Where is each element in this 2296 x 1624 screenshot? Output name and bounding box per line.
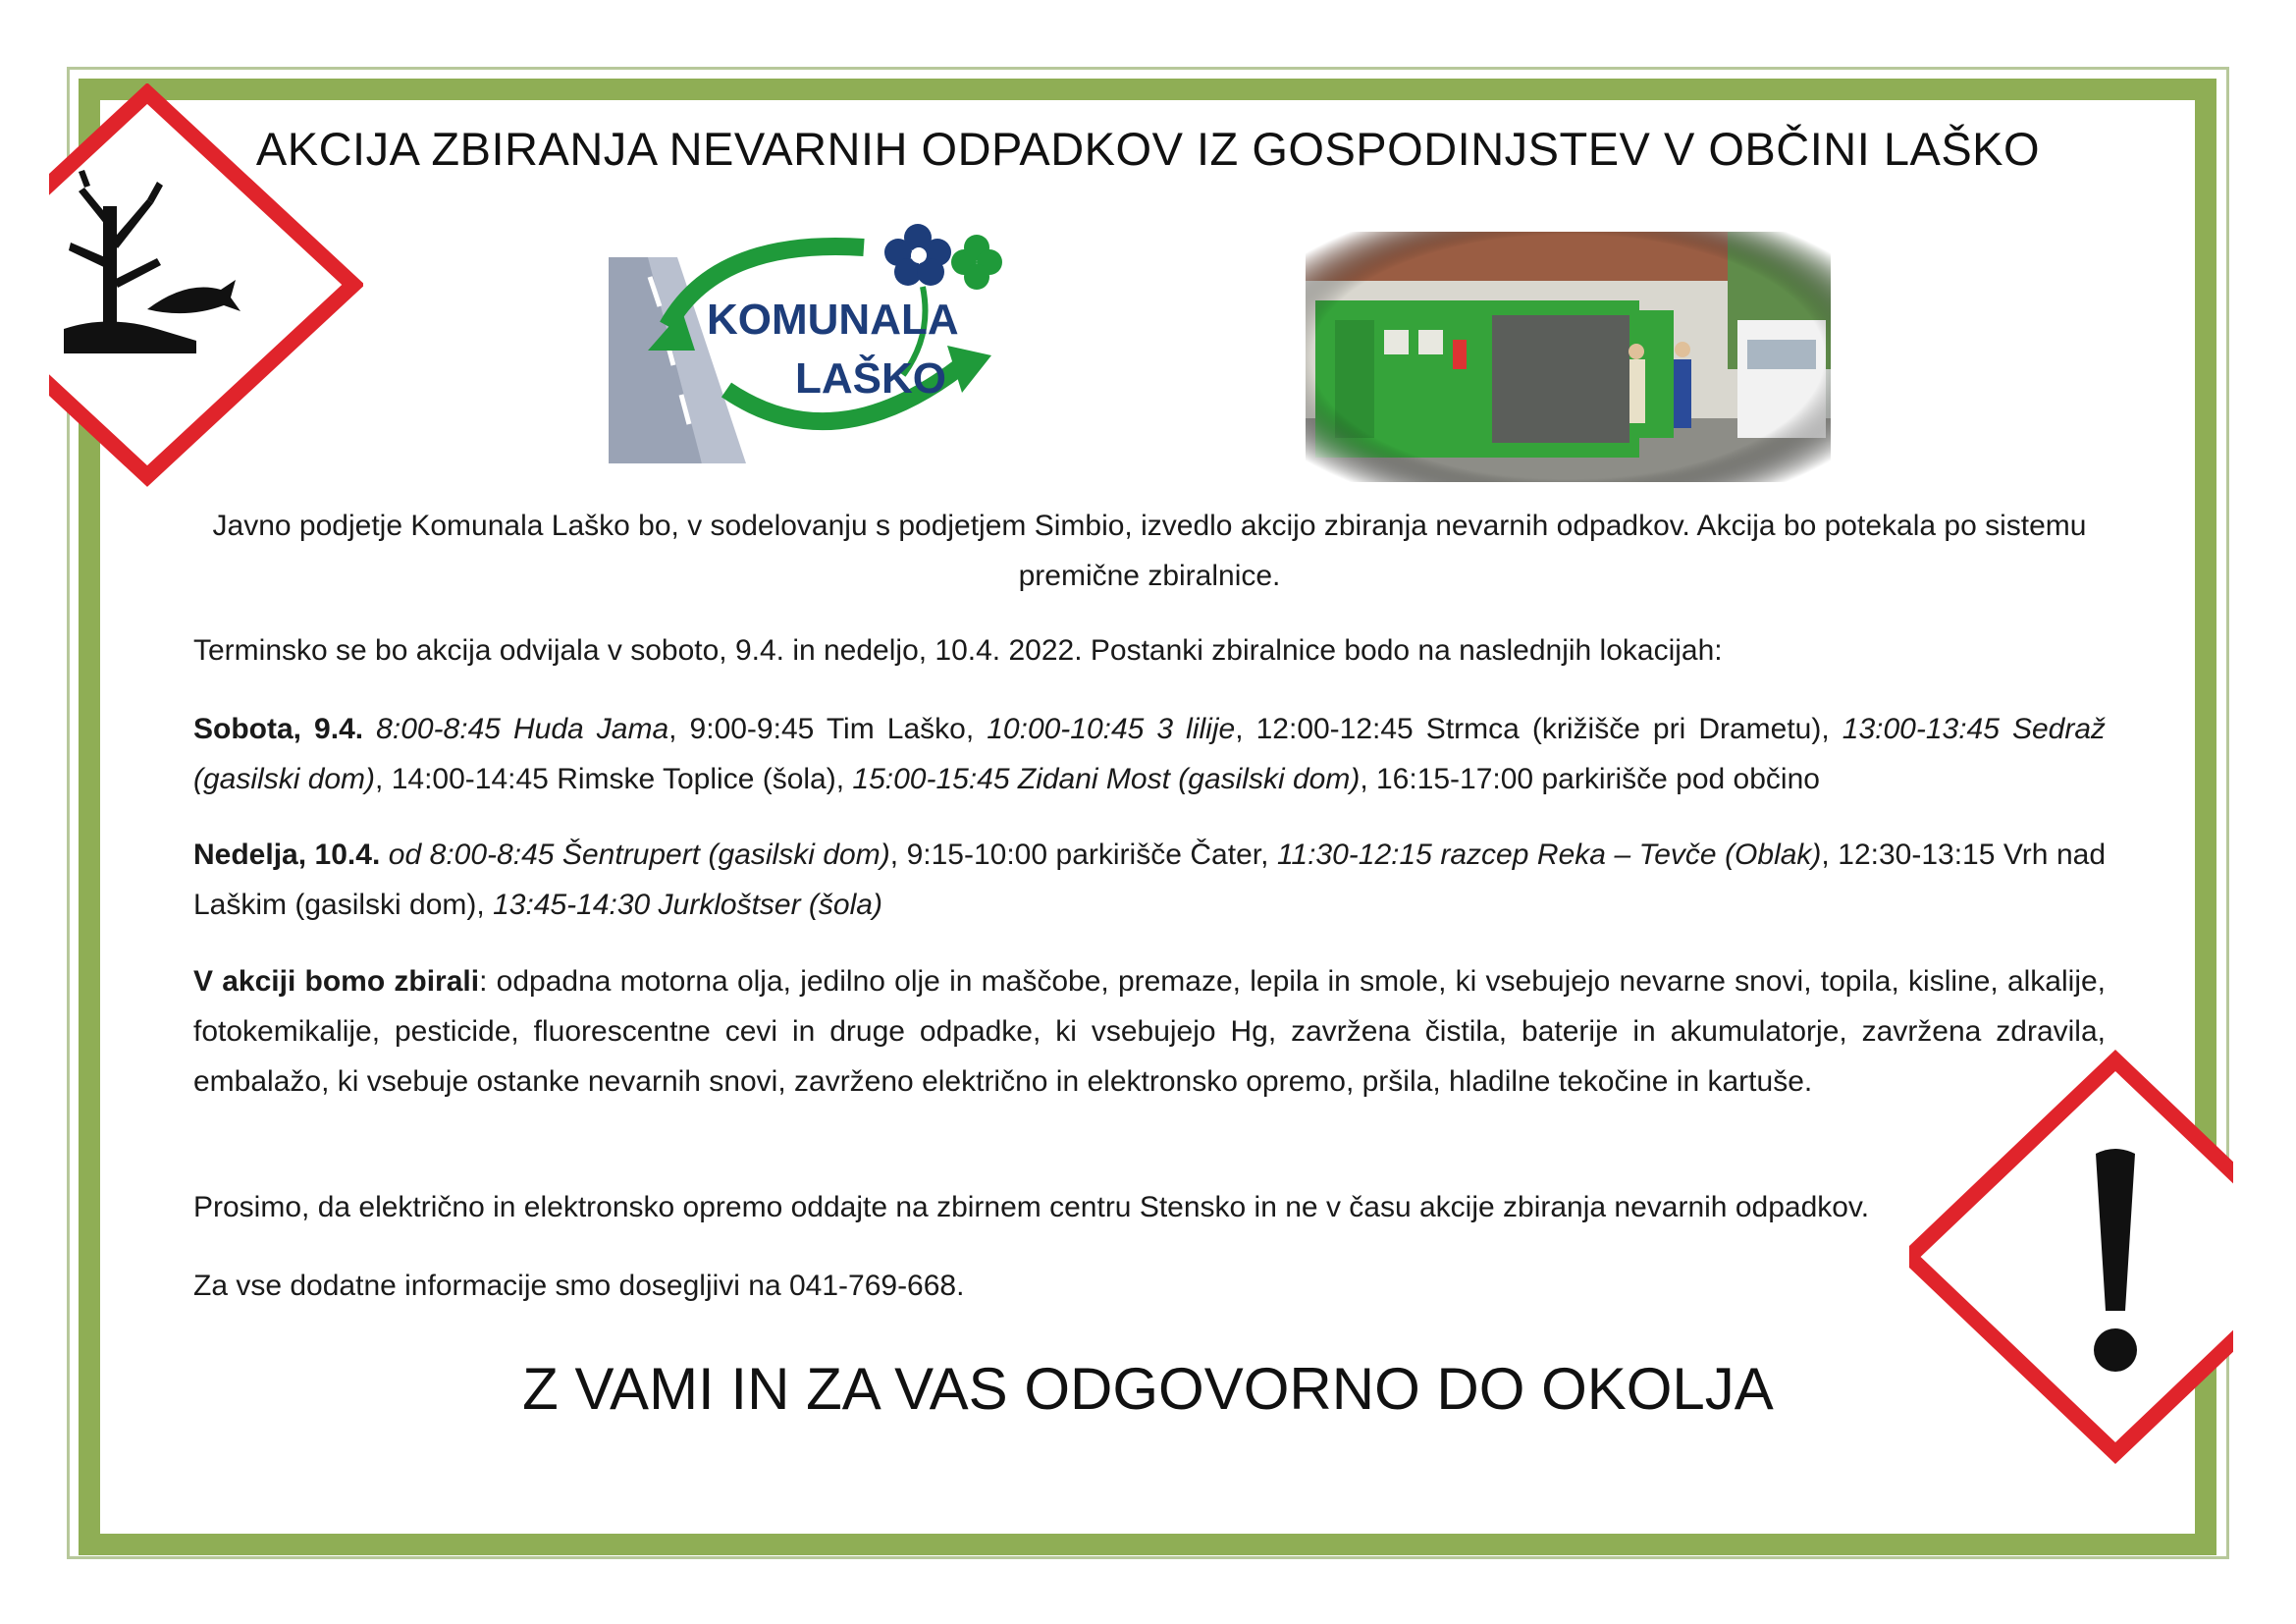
schedule-stop: 10:00-10:45 3 lilije <box>987 713 1236 745</box>
schedule-stop: 9:00-9:45 Tim Laško <box>689 713 966 745</box>
komunala-lasko-logo <box>609 218 1011 463</box>
schedule-stop: 8:00-8:45 Huda Jama <box>376 713 669 745</box>
intro-paragraph: Javno podjetje Komunala Laško bo, v sodelovanju s podjetjem Simbio, izvedlo akcijo zbiranja nevarnih odpadkov. Akcija bo potekala po sistemu premične zbiralnice. <box>212 510 2087 592</box>
schedule-stop: 12:30-13:15 Vrh nad Laškim (gasilski dom) <box>193 839 2107 921</box>
schedule-stop: 12:00-12:45 Strmca (križišče pri Drametu) <box>1255 713 1822 745</box>
schedule-intro: Terminsko se bo akcija odvijala v soboto, 9.4. in nedeljo, 10.4. 2022. Postanki zbiralnice bodo na naslednjih lokacijah: <box>193 634 1723 667</box>
logo-text-line1: KOMUNALA <box>707 296 959 344</box>
schedule-stop: 13:00-13:45 Sedraž (gasilski dom) <box>193 713 2107 795</box>
schedule-stop: 15:00-15:45 Zidani Most (gasilski dom) <box>852 763 1361 795</box>
schedule-stop: 9:15-10:00 parkirišče Čater <box>906 839 1261 871</box>
note-paragraph: Prosimo, da električno in elektronsko opremo oddajte na zbirnem centru Stensko in ne v času akcije zbiranja nevarnih odpadkov. <box>193 1191 1870 1223</box>
saturday-schedule: Sobota, 9.4. 8:00-8:45 Huda Jama, 9:00-9:45 Tim Laško, 10:00-10:45 3 lilije, 12:00-12:45 Strmca (križišče pri Drametu), 13:00-13:45 Sedraž (gasilski dom), 14:00-14:45 Rimske Toplice (šola), 15:00-15:45 Zidani Most (gasilski dom), 16:15-17:00 parkirišče pod občino <box>193 713 2107 795</box>
schedule-stop: 11:30-12:15 razcep Reka – Tevče (Oblak) <box>1276 839 1822 871</box>
schedule-stop: 13:45-14:30 Jurkloštser (šola) <box>493 889 882 921</box>
schedule-day-label: Sobota, 9.4. <box>193 713 364 745</box>
collect-text: : odpadna motorna olja, jedilno olje in maščobe, premaze, lepila in smole, ki vsebujejo nevarne snovi, topila, kisline, alkalije, fotokemikalije, pesticide, fluorescentne cevi in druge odpadke, ki vsebujejo Hg, zavržena čistila, baterije in akumulatorje, zavržena zdravila, embalažo, ki vsebuje ostanke nevarnih snovi, zavrženo električno in elektronsko opremo, pršila, hladilne tekočine in kartuše. <box>193 965 2107 1098</box>
poster-frame <box>79 79 2216 1555</box>
slogan: Z VAMI IN ZA VAS ODGOVORNO DO OKOLJA <box>522 1356 1774 1422</box>
schedule-stop: od 8:00-8:45 Šentrupert (gasilski dom) <box>388 839 890 871</box>
contact-paragraph: Za vse dodatne informacije smo dosegljivi na 041-769-668. <box>193 1270 965 1302</box>
page-title: AKCIJA ZBIRANJA NEVARNIH ODPADKOV IZ GOSPODINJSTEV V OBČINI LAŠKO <box>255 123 2041 175</box>
sunday-schedule: Nedelja, 10.4. od 8:00-8:45 Šentrupert (gasilski dom), 9:15-10:00 parkirišče Čater, 11:30-12:15 razcep Reka – Tevče (Oblak), 12:30-13:15 Vrh nad Laškim (gasilski dom), 13:45-14:30 Jurkloštser (šola) <box>193 839 2107 921</box>
collection-container-photo <box>1306 232 1831 482</box>
schedule-stop: 16:15-17:00 parkirišče pod občino <box>1375 763 1820 795</box>
schedule-day-label: Nedelja, 10.4. <box>193 839 381 871</box>
collected-items-paragraph <box>193 956 2106 1107</box>
logo-text-line2: LAŠKO <box>795 354 946 403</box>
schedule-stop: 14:00-14:45 Rimske Toplice (šola) <box>391 763 836 795</box>
collect-label: V akciji bomo zbirali <box>193 965 480 998</box>
